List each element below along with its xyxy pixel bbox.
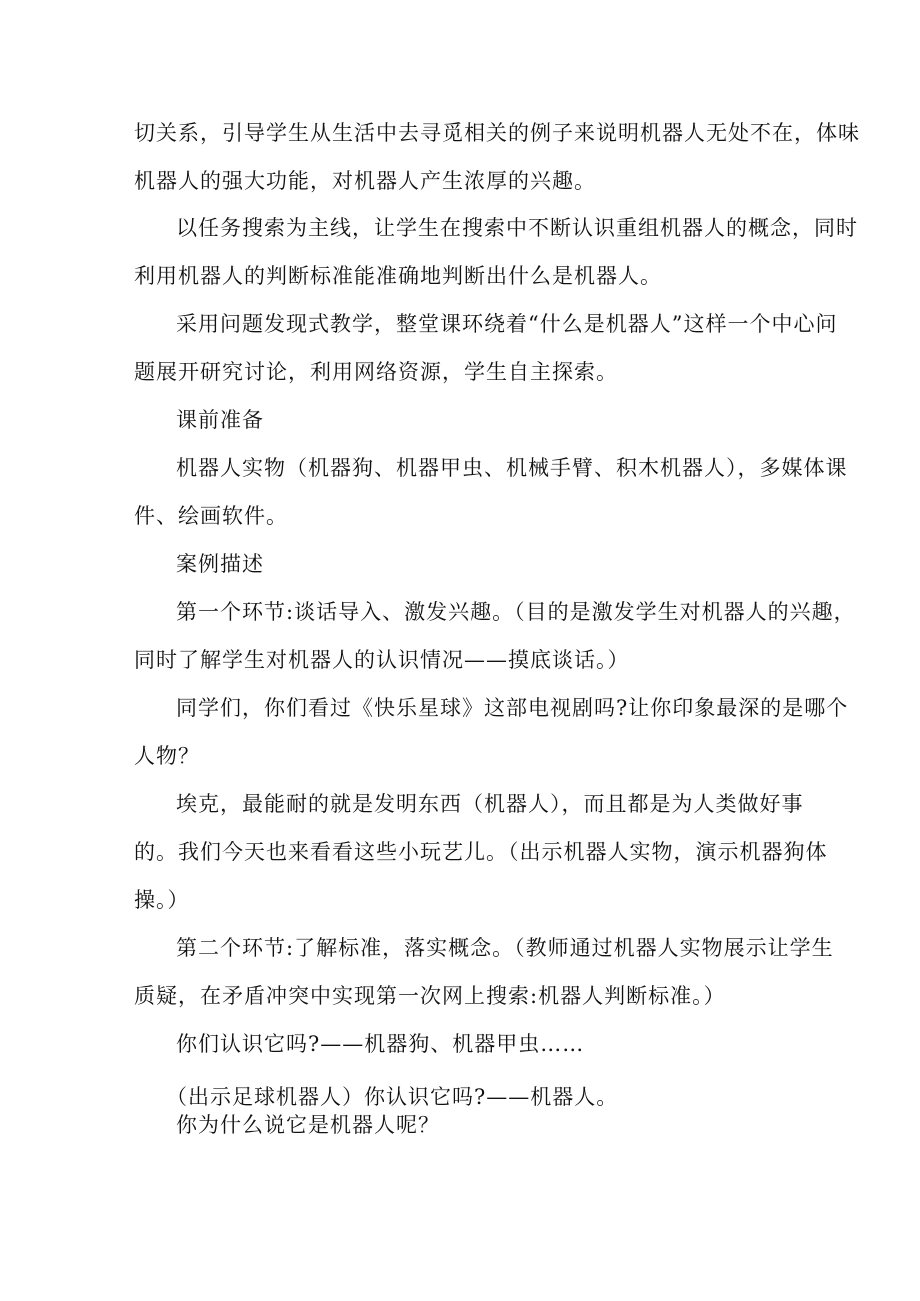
paragraph-line: 件、绘画软件。 <box>134 504 288 528</box>
paragraph-line: （出示足球机器人）你认识它吗?——机器人。 <box>166 1085 619 1109</box>
paragraph-line: 题展开研究讨论，利用网络资源，学生自主探索。 <box>134 360 618 384</box>
paragraph-line: 操。） <box>134 888 190 912</box>
paragraph-line: 机器人实物（机器狗、机器甲虫、机械手臂、积木机器人），多媒体课 <box>176 456 848 480</box>
paragraph-line: 切关系，引导学生从生活中去寻觅相关的例子来说明机器人无处不在，体味 <box>134 121 860 145</box>
paragraph-line: 第二个环节:了解标准，落实概念。（教师通过机器人实物展示让学生 <box>176 936 834 960</box>
paragraph-line: 利用机器人的判断标准能准确地判断出什么是机器人。 <box>134 264 662 288</box>
paragraph-line: 同时了解学生对机器人的认识情况——摸底谈话。） <box>134 648 630 672</box>
paragraph-line: 采用问题发现式教学，整堂课环绕着“什么是机器人”这样一个中心问 <box>176 312 838 336</box>
paragraph-line: 同学们，你们看过《快乐星球》这部电视剧吗?让你印象最深的是哪个 <box>176 696 849 720</box>
section-heading: 案例描述 <box>176 552 264 576</box>
paragraph-line: 第一个环节:谈话导入、激发兴趣。（目的是激发学生对机器人的兴趣， <box>176 600 856 624</box>
paragraph-line: 的。我们今天也来看看这些小玩艺儿。（出示机器人实物，演示机器狗体 <box>134 840 828 864</box>
paragraph-line: 人物？ <box>134 744 200 768</box>
paragraph-line: 机器人的强大功能，对机器人产生浓厚的兴趣。 <box>134 169 596 193</box>
paragraph-line: 埃克，最能耐的就是发明东西（机器人），而且都是为人类做好事 <box>176 792 804 816</box>
section-heading: 课前准备 <box>176 408 264 432</box>
paragraph-line: 你们认识它吗?——机器狗、机器甲虫…… <box>176 1032 585 1056</box>
paragraph-line: 你为什么说它是机器人呢？ <box>176 1113 440 1137</box>
paragraph-line: 以任务搜索为主线，让学生在搜索中不断认识重组机器人的概念，同时 <box>176 216 858 240</box>
paragraph-line: 质疑，在矛盾冲突中实现第一次网上搜索:机器人判断标准。） <box>134 984 726 1008</box>
